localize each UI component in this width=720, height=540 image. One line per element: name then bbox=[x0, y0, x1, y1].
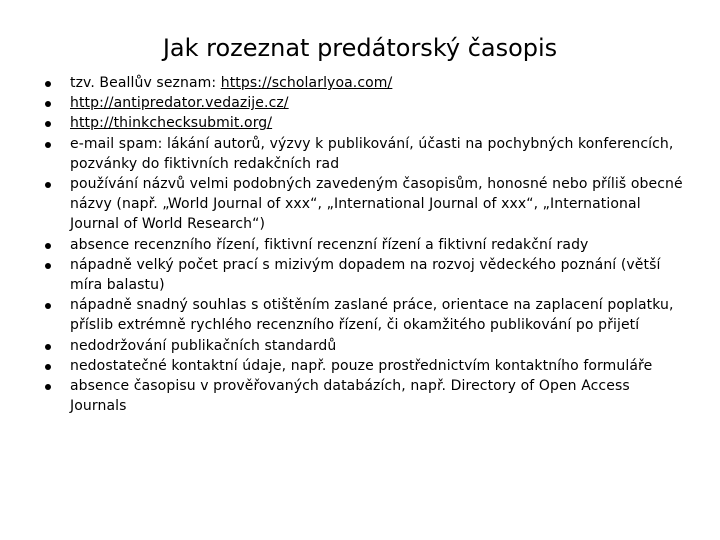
link-thinkchecksubmit[interactable]: http://thinkchecksubmit.org/ bbox=[70, 115, 273, 132]
bullet-dot bbox=[45, 101, 51, 107]
list-item bbox=[40, 295, 688, 335]
bullet-dot bbox=[45, 303, 51, 309]
bullet-dot bbox=[45, 263, 51, 269]
bullet-text: používání názvů velmi podobných zavedeným časopisům, honosné nebo příliš obecné názvy (např. „World Journal of xxx“, „International Journal of xxx“, „International Journal of World Research“) bbox=[70, 176, 683, 233]
list-item bbox=[40, 235, 688, 255]
bullet-dot bbox=[45, 121, 51, 127]
bullet-dot bbox=[45, 142, 51, 148]
bullet-text: nedostatečné kontaktní údaje, např. pouze prostřednictvím kontaktního formuláře bbox=[70, 357, 653, 374]
bullet-text: nápadně velký počet prací s mizivým dopadem na rozvoj vědeckého poznání (větší míra balastu) bbox=[70, 256, 661, 294]
list-item bbox=[40, 255, 688, 295]
bullet-dot bbox=[45, 344, 51, 350]
bullet-dot bbox=[45, 182, 51, 188]
bullet-dot bbox=[45, 81, 51, 87]
bullet-dot bbox=[45, 364, 51, 370]
list-item bbox=[40, 356, 688, 376]
list-item bbox=[40, 134, 688, 174]
bullet-dot bbox=[45, 384, 51, 390]
bullet-dot bbox=[45, 243, 51, 249]
list-item bbox=[40, 174, 688, 235]
bullet-text: tzv. Beallův seznam: bbox=[70, 75, 221, 91]
link-antipredator[interactable]: http://antipredator.vedazije.cz/ bbox=[70, 95, 289, 112]
slide-title: Jak rozeznat predátorský časopis bbox=[162, 34, 558, 62]
list-item bbox=[40, 93, 688, 113]
bullet-text: nápadně snadný souhlas s otištěním zaslané práce, orientace na zaplacení poplatku, příslib extrémně rychlého recenzního řízení, či okamžitého publikování po přijetí bbox=[70, 297, 674, 334]
bullet-text: e-mail spam: lákání autorů, výzvy k publikování, účasti na pochybných konferencích, pozvánky do fiktivních redakčních rad bbox=[70, 135, 674, 172]
bullet-text: nedodržování publikačních standardů bbox=[70, 337, 337, 354]
list-item bbox=[40, 73, 688, 93]
bullet-text: absence časopisu v prověřovaných databázích, např. Directory of Open Access Journals bbox=[70, 378, 630, 415]
bullet-text: absence recenzního řízení, fiktivní recenzní řízení a fiktivní redakční rady bbox=[70, 236, 589, 253]
list-item bbox=[40, 336, 688, 356]
bullet-list bbox=[40, 73, 688, 416]
list-item bbox=[40, 376, 688, 416]
list-item bbox=[40, 113, 688, 133]
link-scholarlyoa[interactable]: https://scholarlyoa.com/ bbox=[220, 75, 393, 91]
